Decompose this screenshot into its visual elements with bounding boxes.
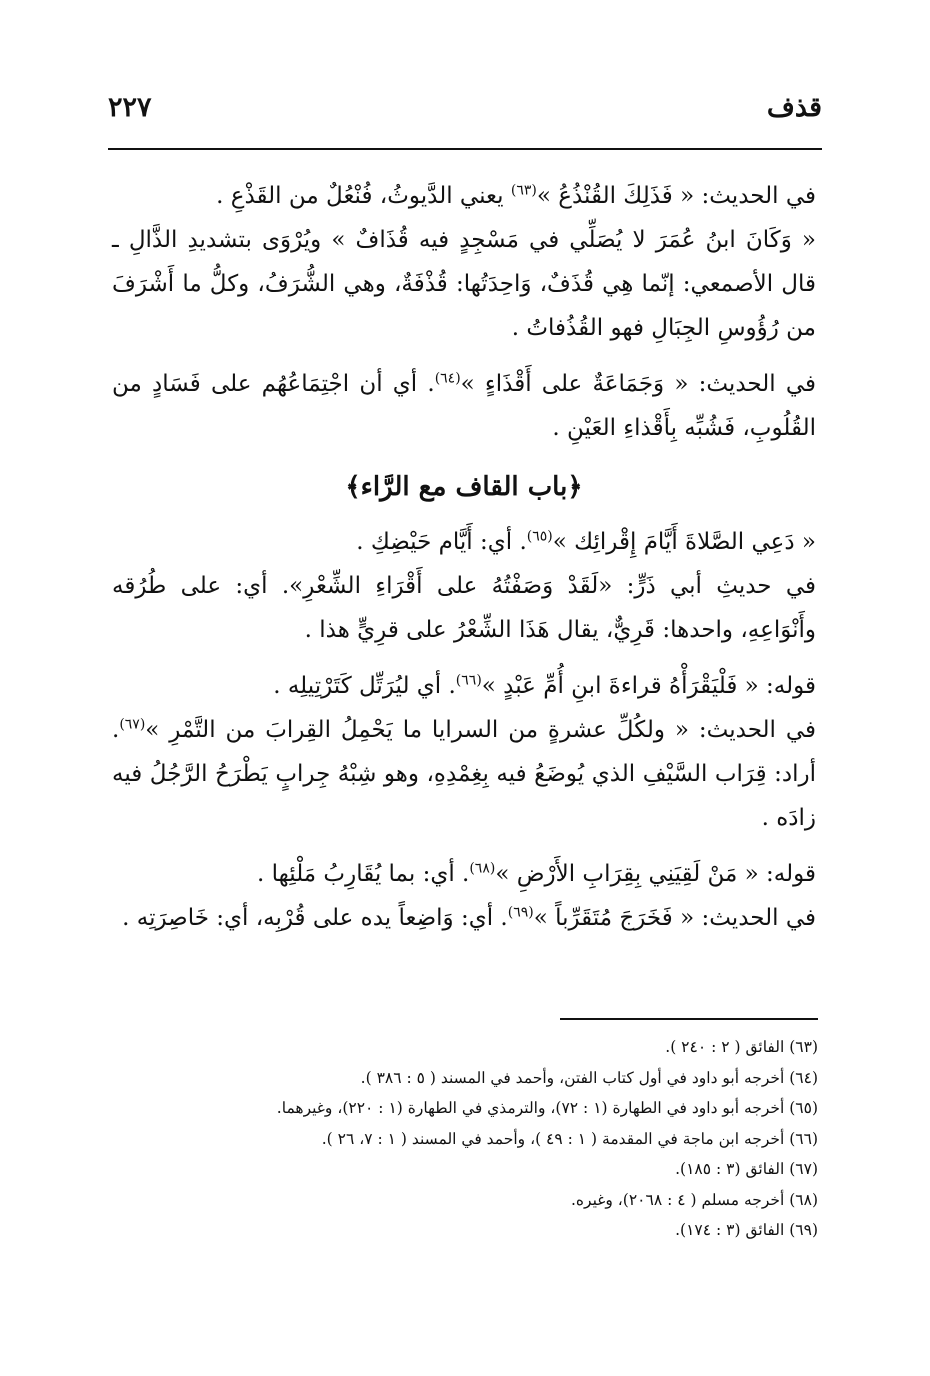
- main-text: [112, 174, 816, 940]
- footnote: (٦٣) الفائق ( ٢ : ٢٤٠ ).: [665, 1038, 818, 1056]
- note-ref: (٦٥): [526, 528, 553, 545]
- note-ref: (٦٧): [119, 716, 146, 733]
- note-ref: (٦٣): [510, 182, 537, 199]
- page-header: [108, 84, 822, 150]
- note-ref: (٦٦): [455, 672, 482, 689]
- footnotes: [112, 1032, 818, 1246]
- footnote: (٦٦) أخرجه ابن ماجة في المقدمة ( ١ : ٤٩ )، وأحمد في المسند ( ١ : ٧، ٢٦ ).: [321, 1129, 818, 1148]
- note-ref: (٦٨): [469, 860, 496, 877]
- entry-mutaqarriban: في الحديث: « فَخَرَجَ مُتَقَرِّباً »$^{(٦٩)}$. أي: وَاضِعاً يده على قُرْبِه، أي: خَاصِرَتِه .: [122, 904, 816, 931]
- entry-aqdhaa: في الحديث: « وَجَمَاعَةٌ على أَقْذَاءٍ »$^{(٦٤)}$. أي أن اجْتِمَاعُهُم على فَسَادٍ من القُلُوبِ، فَشُبِّه بِأَقْذاءِ العَيْنِ .: [112, 370, 816, 441]
- page-number: ٢٢٧: [108, 92, 152, 123]
- note-ref: (٦٩): [507, 904, 534, 921]
- entry-qunduu: في الحديث: « فَذَلِكَ القُنْذُعُ »$^{(٦٣)}$ يعني الدَّيوثُ، فُنْعُلٌ من القَذْعِ .: [216, 182, 816, 209]
- entry-qudhaf: « وَكَانَ ابنُ عُمَرَ لا يُصَلِّي في مَسْجِدٍ فيه قُذَافٌ » ويُرْوَى بتشديدِ الذَّالِ ـ قال الأصمعي: إنّما هِي قُذَفٌ، وَاحِدَتُها: قُذْفَةٌ، وهي الشُّرَفُ، وكلُّ ما أَشْرَفَ من رُؤُوسِ الجِبَالِ فهو القُذُفاتُ .: [112, 227, 816, 341]
- entry-qirab-alard: قوله: « مَنْ لَقِيَنِي بِقِرَابِ الأَرْضِ »$^{(٦٨)}$. أي: بما يُقَارِبُ مَلْئِها .: [257, 860, 816, 887]
- footnote: (٦٨) أخرجه مسلم ( ٤ : ٢٠٦٨)، وغيره.: [570, 1190, 818, 1209]
- footnote-separator: [560, 1018, 818, 1020]
- footnote: (٦٥) أخرجه أبو داود في الطهارة (١ : ٧٢)، والترمذي في الطهارة (١ : ٢٢٠)، وغيرهما.: [276, 1099, 818, 1117]
- entry-falyaqrahu: قوله: « فَلْيَقْرَأْهُ قراءةَ ابنِ أُمِّ عَبْدٍ »$^{(٦٦)}$. أي ليُرَتِّل كَتَرْتِيلِه .: [273, 672, 816, 699]
- note-ref: (٦٤): [434, 370, 461, 387]
- footnote: (٦٧) الفائق (٣ : ١٨٥).: [675, 1160, 818, 1178]
- footnote: (٦٩) الفائق (٣ : ١٧٤).: [675, 1221, 818, 1239]
- chapter-heading: ﴿باب القاف مع الرَّاء﴾: [345, 472, 583, 502]
- running-title: قذف: [766, 92, 822, 123]
- entry-qirab-altamr: في الحديث: « ولكُلِّ عشرةٍ من السرايا ما يَحْمِلُ القِرابَ من التَّمْرِ »$^{(٦٧)}$. أراد: قِرَاب السَّيْفِ الذي يُوضَعُ فيه بِغِمْدِهِ، وهو شِبْهُ جِرابٍ يَطْرَحُ الرَّجُلُ فيه زادَه .: [112, 716, 816, 831]
- entry-aqraa-alshir: في حديثِ أبي ذَرٍّ: «لَقَدْ وَصَفْتُهُ على أَقْرَاءِ الشِّعْرِ». أي: على طُرُقه وأَنْوَاعِهِ، واحدها: قَرِيٌّ، يقال هَذَا الشِّعْرُ على قرِيٍّ هذا .: [112, 573, 816, 643]
- footnote: (٦٤) أخرجه أبو داود في أول كتاب الفتن، وأحمد في المسند ( ٥ : ٣٨٦ ).: [360, 1068, 818, 1087]
- entry-iqraik: « دَعِي الصَّلاةَ أَيَّامَ إِقْرائِك »$^{(٦٥)}$. أي: أَيَّام حَيْضِكِ .: [356, 528, 816, 555]
